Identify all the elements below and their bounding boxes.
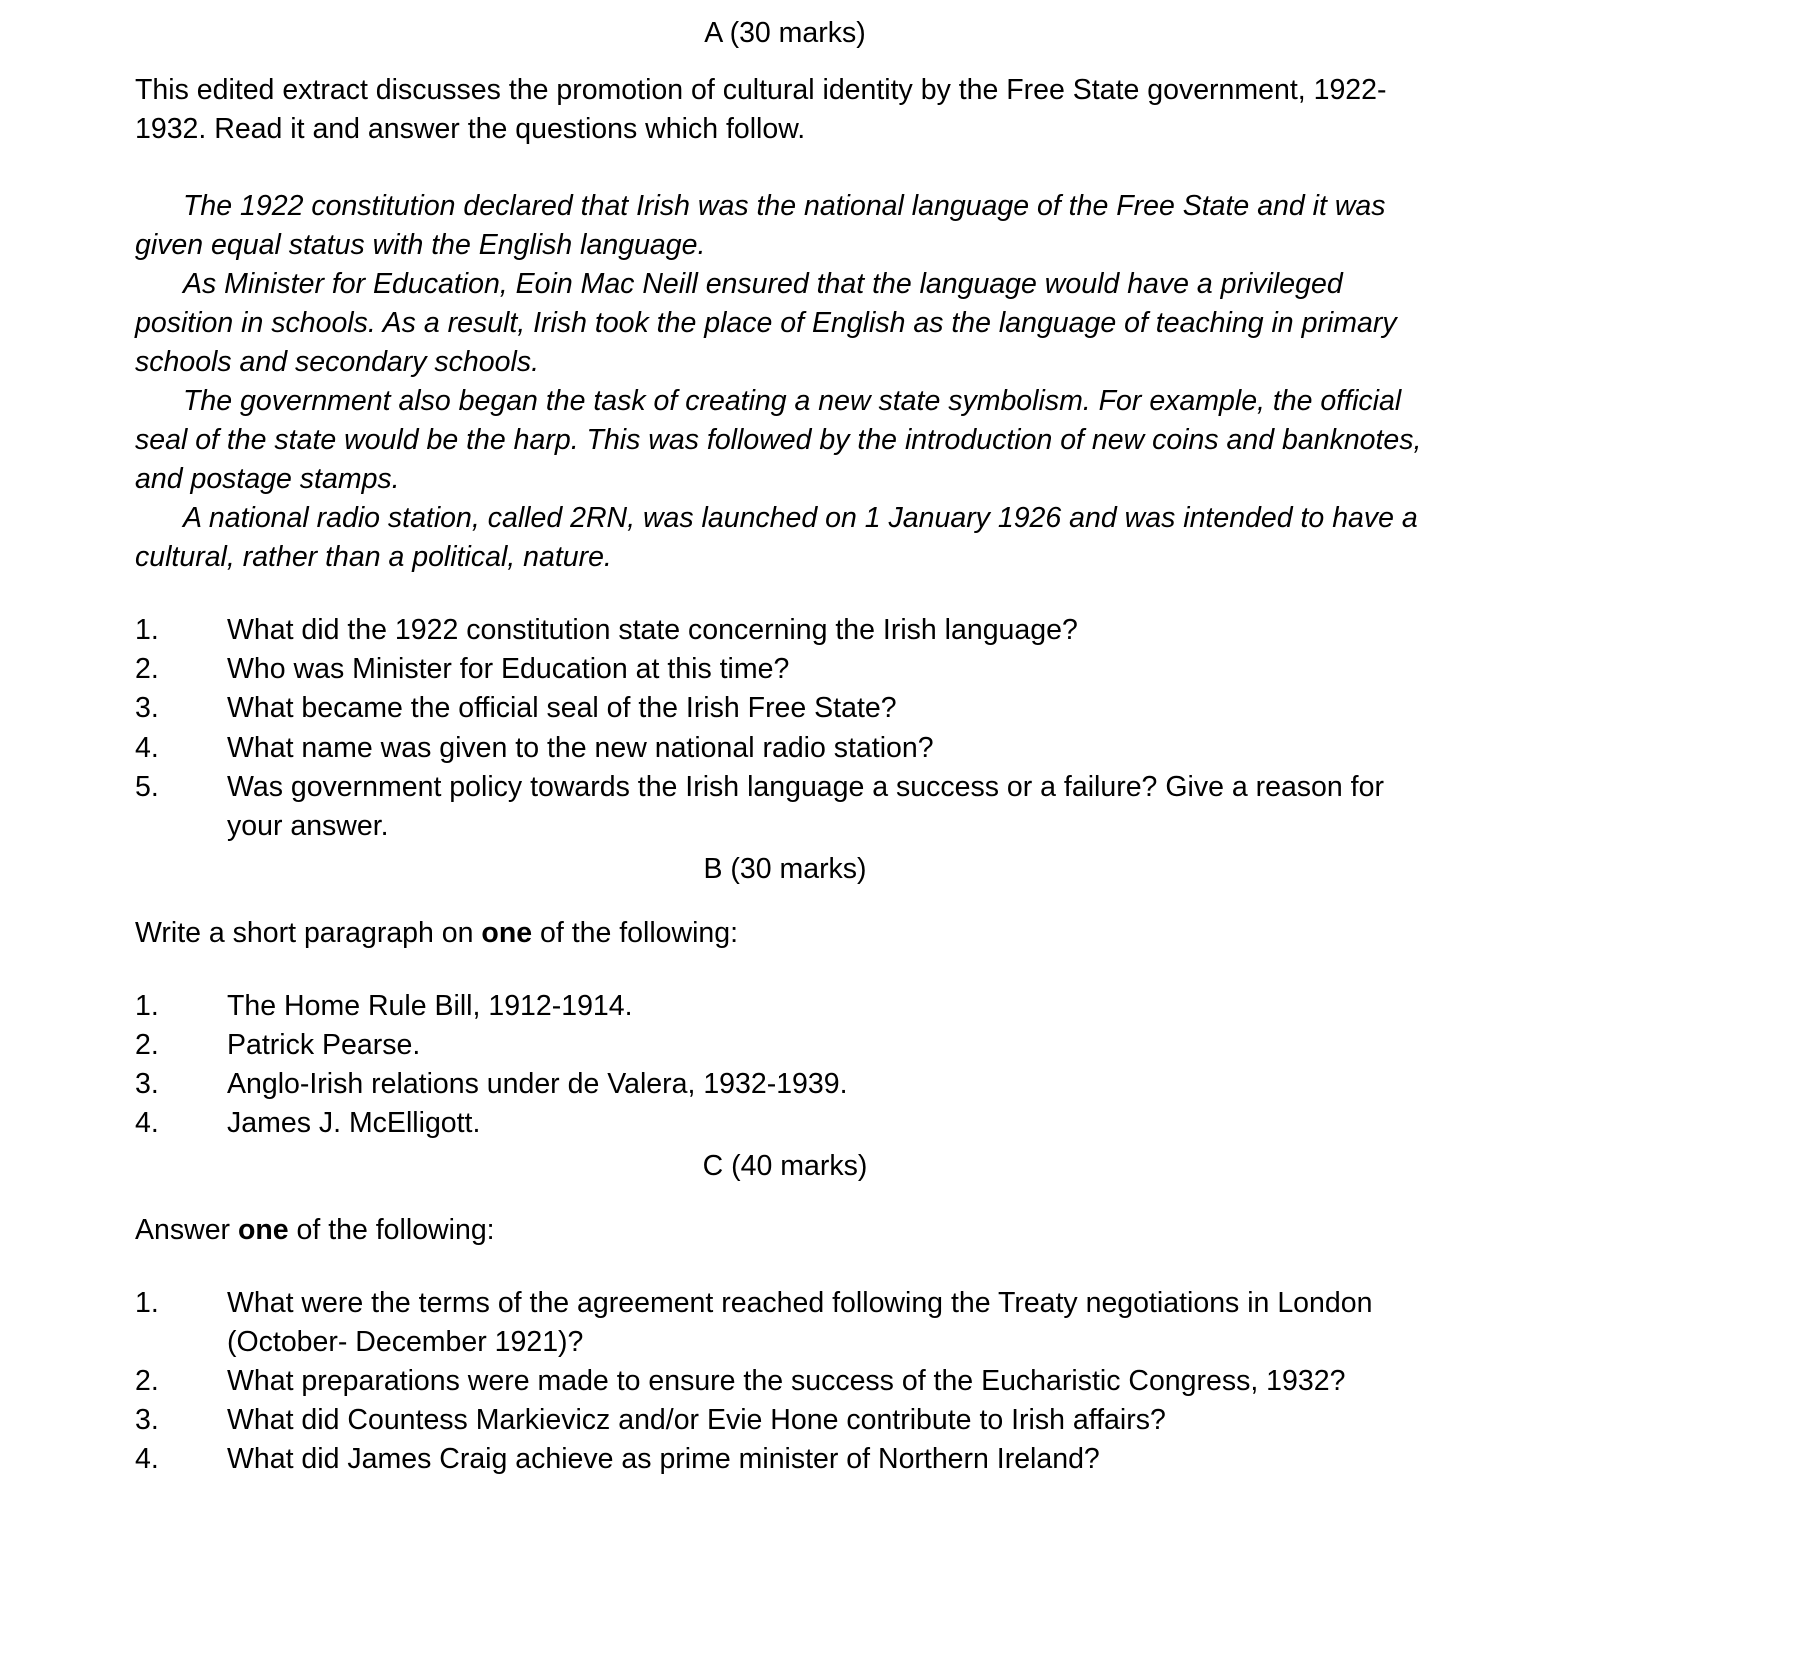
section-c-question-list [135,1284,1435,1479]
section-c-instruction-before: Answer [135,1213,238,1246]
list-item [135,1401,1435,1440]
list-item-text: What became the official seal of the Irish Free State? [227,692,897,725]
list-item-text: Who was Minister for Education at this time? [227,653,790,686]
list-item [135,729,1435,768]
section-b-instruction-before: Write a short paragraph on [135,916,482,949]
list-item-text: What name was given to the new national radio station? [227,731,934,764]
extract-paragraph: A national radio station, called 2RN, was launched on 1 January 1926 and was intended to have a cultural, rather than a political, nature. [135,502,1418,574]
list-item [135,1440,1435,1479]
list-item-number: 5. [135,770,159,803]
list-item [135,689,1435,728]
list-item-text: What were the terms of the agreement reached following the Treaty negotiations in London (October- December 1921)? [227,1286,1373,1358]
list-item-text: Anglo-Irish relations under de Valera, 1932-1939. [227,1067,848,1100]
list-item-number: 3. [135,1067,159,1100]
section-c-heading: C (40 marks) [702,1149,868,1182]
list-item-number: 3. [135,1403,159,1436]
list-item [135,1026,1435,1065]
section-b-instruction-after: of the following: [532,916,739,949]
list-item [135,1065,1435,1104]
list-item [135,1284,1435,1362]
list-item-number: 1. [135,989,159,1022]
section-a-extract [135,187,1435,577]
list-item-text: Was government policy towards the Irish language a success or a failure? Give a reason for your answer. [227,770,1384,842]
list-item-text: What did Countess Markievicz and/or Evie Hone contribute to Irish affairs? [227,1403,1166,1436]
list-item [135,987,1435,1026]
section-a-heading: A (30 marks) [704,17,866,49]
list-item [135,611,1435,650]
list-item-text: The Home Rule Bill, 1912-1914. [227,989,633,1022]
list-item [135,1104,1435,1143]
list-item-number: 2. [135,653,159,686]
section-b-question-list [135,987,1435,1143]
section-c-instruction-after: of the following: [288,1213,495,1246]
list-item-number: 2. [135,1364,159,1397]
list-item [135,650,1435,689]
list-item-number: 4. [135,1442,159,1475]
list-item-text: What preparations were made to ensure the success of the Eucharistic Congress, 1932? [227,1364,1346,1397]
extract-paragraph: The government also began the task of creating a new state symbolism. For example, the official seal of the state would be the harp. This was followed by the introduction of new coins and banknotes, and postage stamps. [135,385,1422,496]
list-item-number: 4. [135,731,159,764]
section-b-instruction-emphasis: one [481,916,533,949]
list-item-text: Patrick Pearse. [227,1028,421,1061]
list-item-text: James J. McElligott. [227,1106,481,1139]
extract-paragraph: As Minister for Education, Eoin Mac Neill ensured that the language would have a privileged position in schools. As a result, Irish took the place of English as the language of teaching in primary schools and secondary schools. [135,268,1397,379]
list-item-number: 3. [135,692,159,725]
list-item [135,1362,1435,1401]
section-c-instruction-emphasis: one [237,1213,289,1246]
list-item-number: 1. [135,614,159,647]
list-item-number: 2. [135,1028,159,1061]
section-a-question-list [135,611,1435,845]
list-item-number: 1. [135,1286,159,1319]
document-body [135,14,1435,1479]
section-b-instruction [135,914,1435,953]
section-a-intro: This edited extract discusses the promotion of cultural identity by the Free State government, 1922-1932. Read it and answer the questions which follow. [135,74,1387,146]
list-item [135,768,1435,846]
extract-paragraph: The 1922 constitution declared that Irish was the national language of the Free State and it was given equal status with the English language. [135,190,1386,262]
list-item-text: What did James Craig achieve as prime minister of Northern Ireland? [227,1442,1100,1475]
section-b-heading: B (30 marks) [703,852,867,885]
section-c-instruction [135,1211,1435,1250]
list-item-text: What did the 1922 constitution state concerning the Irish language? [227,614,1078,647]
list-item-number: 4. [135,1106,159,1139]
